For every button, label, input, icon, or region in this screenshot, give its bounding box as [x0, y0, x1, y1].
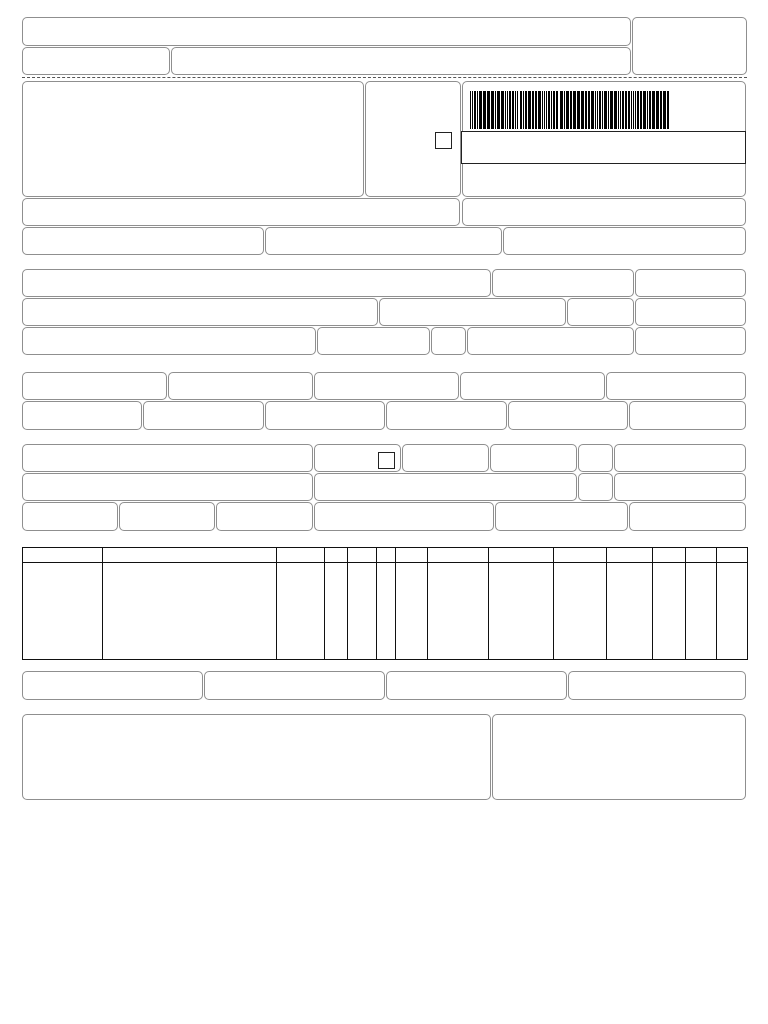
barcode-bar [628, 91, 630, 129]
barcode-bar [649, 91, 651, 129]
invoice-total-field [629, 401, 746, 430]
issuer-block [22, 81, 364, 197]
barcode-bar [660, 91, 662, 129]
table-row [23, 563, 748, 660]
tax-st-value-field [460, 372, 605, 400]
barcode-bar [477, 91, 478, 129]
table-cell [396, 563, 428, 660]
barcode-bar [479, 91, 482, 129]
barcode-bar [602, 91, 603, 129]
recipient-district-field [379, 298, 566, 326]
col-ncm [277, 548, 325, 563]
issqn-value-field [568, 671, 746, 700]
barcode-bar [622, 91, 624, 129]
barcode-bar [474, 91, 476, 129]
substitute-registration-field [265, 227, 502, 255]
barcode-bar [515, 91, 516, 129]
barcode-bar [472, 91, 473, 129]
table-cell [103, 563, 277, 660]
barcode-bar [625, 91, 627, 129]
barcode-bar [564, 91, 565, 129]
barcode-bar [487, 91, 490, 129]
col-ipi-rate [717, 548, 748, 563]
col-icms-base [554, 548, 607, 563]
barcode-bar [570, 91, 572, 129]
municipal-registration-field [22, 671, 203, 700]
reserved-field [492, 714, 746, 800]
col-ipi-value [653, 548, 686, 563]
barcode-bar [523, 91, 524, 129]
barcode-bar [637, 91, 639, 129]
state-registration-field [22, 227, 264, 255]
tax-value-field [168, 372, 313, 400]
barcode-bar [497, 91, 500, 129]
barcode-bar [635, 91, 636, 129]
receipt-stub-field [22, 17, 631, 46]
barcode-bar [470, 91, 471, 129]
table-cell [348, 563, 377, 660]
tax-st-base-field [314, 372, 459, 400]
barcode-bar [618, 91, 619, 129]
barcode-bar [553, 91, 555, 129]
recipient-cnpj-field [492, 269, 634, 297]
barcode-bar [597, 91, 598, 129]
recipient-registration-field [467, 327, 634, 355]
cut-line [22, 77, 747, 78]
table-cell [686, 563, 717, 660]
barcode-bar [491, 91, 494, 129]
barcode-bar [538, 91, 541, 129]
exit-date-field [635, 298, 746, 326]
barcode-bar [535, 91, 537, 129]
recipient-phone-field [317, 327, 430, 355]
recipient-state-field [431, 327, 466, 355]
barcode-bar [667, 91, 669, 129]
barcode-bar [588, 91, 590, 129]
barcode-bar [631, 91, 632, 129]
ipi-value-field [508, 401, 628, 430]
table-cell [607, 563, 653, 660]
carrier-city-field [314, 473, 577, 501]
table-cell [325, 563, 348, 660]
barcode-bar [608, 91, 609, 129]
recipient-name-field [22, 269, 491, 297]
table-cell [23, 563, 103, 660]
recipient-zip-field [567, 298, 634, 326]
barcode-bar [640, 91, 642, 129]
barcode-bar [566, 91, 569, 129]
barcode-bar [525, 91, 527, 129]
items-table [22, 547, 748, 660]
barcode-bar [556, 91, 558, 129]
barcode-bar [656, 91, 659, 129]
barcode-bar [577, 91, 580, 129]
col-unit [377, 548, 396, 563]
tax-base-field [22, 372, 167, 400]
receipt-number-field [632, 17, 747, 75]
volume-brand-field [216, 502, 313, 531]
barcode-bar [581, 91, 584, 129]
issue-date-field [635, 269, 746, 297]
receipt-signature-field [171, 47, 631, 75]
table-cell [653, 563, 686, 660]
carrier-name-field [22, 444, 313, 472]
products-total-field [606, 372, 746, 400]
table-cell [377, 563, 396, 660]
carrier-cnpj-field [614, 444, 746, 472]
freight-field [22, 401, 142, 430]
barcode-bar [633, 91, 634, 129]
barcode-bar [520, 91, 522, 129]
barcode-bar [505, 91, 506, 129]
access-key-field [461, 131, 746, 164]
barcode-bar [542, 91, 543, 129]
barcode-bar [599, 91, 601, 129]
col-icms-value [607, 548, 653, 563]
exit-time-field [635, 327, 746, 355]
nature-of-operation-field [22, 198, 460, 226]
col-icms-rate [686, 548, 717, 563]
col-cfop [348, 548, 377, 563]
barcode-bar [643, 91, 646, 129]
barcode-bar [517, 91, 518, 129]
col-cst [325, 548, 348, 563]
volume-numbering-field [314, 502, 494, 531]
table-cell [554, 563, 607, 660]
carrier-state-field [578, 473, 613, 501]
freight-payer-checkbox[interactable] [378, 452, 395, 469]
barcode-bar [507, 91, 508, 129]
barcode-bar [595, 91, 596, 129]
barcode-bar [509, 91, 511, 129]
barcode-bar [528, 91, 531, 129]
items-table-header [23, 548, 748, 563]
col-total-value [489, 548, 554, 563]
barcode-bar [512, 91, 514, 129]
table-cell [489, 563, 554, 660]
table-cell [717, 563, 748, 660]
barcode-bar [483, 91, 486, 129]
carrier-address-field [22, 473, 313, 501]
barcode-bar [548, 91, 550, 129]
table-cell [277, 563, 325, 660]
barcode-bar [560, 91, 563, 129]
barcode-bar [663, 91, 666, 129]
barcode-bar [614, 91, 617, 129]
antt-code-field [402, 444, 489, 472]
issqn-base-field [386, 671, 567, 700]
col-product-code [23, 548, 103, 563]
barcode-bar [544, 91, 545, 129]
services-total-field [204, 671, 385, 700]
barcode-bar [610, 91, 613, 129]
barcode-bar [620, 91, 621, 129]
barcode-bar [532, 91, 534, 129]
barcode-bar [604, 91, 607, 129]
entry-exit-checkbox[interactable] [435, 132, 452, 149]
vehicle-plate-field [490, 444, 577, 472]
recipient-city-field [22, 327, 316, 355]
barcode-bar [501, 91, 504, 129]
discount-field [265, 401, 385, 430]
gross-weight-field [495, 502, 628, 531]
other-expenses-field [386, 401, 507, 430]
recipient-address-field [22, 298, 378, 326]
col-unit-value [428, 548, 489, 563]
volume-quantity-field [22, 502, 118, 531]
receipt-date-field [22, 47, 170, 75]
insurance-field [143, 401, 264, 430]
barcode-icon [470, 91, 670, 134]
additional-info-field [22, 714, 491, 800]
barcode-bar [591, 91, 594, 129]
barcode-bar [573, 91, 576, 129]
barcode-bar [647, 91, 648, 129]
volume-species-field [119, 502, 215, 531]
col-description [103, 548, 277, 563]
authorization-protocol-field [462, 198, 746, 226]
barcode-bar [652, 91, 655, 129]
col-quantity [396, 548, 428, 563]
barcode-bar [585, 91, 587, 129]
carrier-registration-field [614, 473, 746, 501]
barcode-bar [546, 91, 547, 129]
barcode-bar [551, 91, 552, 129]
vehicle-state-field [578, 444, 613, 472]
table-cell [428, 563, 489, 660]
barcode-bar [495, 91, 496, 129]
net-weight-field [629, 502, 746, 531]
cnpj-field [503, 227, 746, 255]
